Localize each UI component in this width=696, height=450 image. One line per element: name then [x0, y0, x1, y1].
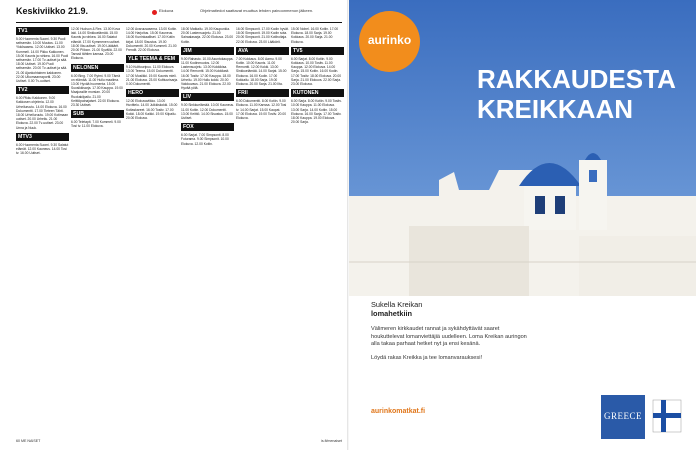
program-list: 5.00 Huomenta Suomi. 9.30 Puoli seitsemän. 10.00 Muutos. 11.00 Ykkösaamu. 12.00 Uutiset. 13.00 Kummeli. 14.00 Pikku Kakkonen. 15.00 Kaunis ja rohkea. 16.00 Puoli seitsemän. 17.00 Tv-uutiset ja sää. 18.00 Uutiset. 19.00 Puoli seitsemän. 20.00 Tv-uutiset ja sää. 21.00 Ajankohtainen kakkonen. 22.00 Ulkomaanraportti. 23.00 Uutiset. 0.00 Tv-uutiset.	[16, 37, 69, 84]
ad-body-paragraph-2: Löydä rakas Kreikka ja tee lomanvarauksesi!	[371, 354, 482, 361]
listing-column	[71, 27, 124, 437]
program-list: 6.00 Bing. 7.00 Rytmi. 9.00 Tämä on elämää. 11.00 Hullu maailma. 13.00 Hyvää huomenta. 15.00 Suosikkisarja. 17.00 Kauppa. 19.00 Maajussille morsian. 20.00 Ruokakilpailu. 21.00 Keittiöpainajaiset. 22.00 Elokuva. 23.30 Uutiset.	[71, 73, 124, 108]
program-list: 6.00 Teletapit. 7.00 Kummeli. 9.00 Tosi tv. 11.00 Elokuva.	[71, 120, 122, 129]
channel-header: JIM	[181, 47, 234, 55]
ad-subhead	[371, 300, 422, 318]
header-rule	[16, 22, 342, 23]
program-list: 12.00 Hudson & Rex. 13.00 Kova laki. 14.00 Sinkkuelämää. 15.00 Kaunis ja rohkea. 16.00 Salatut elämät. 17.00 Kymmenen uutiset. 18.00 Ilta-uutiset. 19.00 Lääkärit. 20.00 Piiloon. 21.00 Syvällä. 22.00 Tanssii tähtien kanssa. 23.00 Elokuva.	[71, 27, 123, 61]
ad-body-paragraph-1: Välimeren kirkkaudet rannat ja sykähdyttävät saaret houkuttelevat lomanviettäjiä uudelleen. Loma Kreikan auringon alla takaa parhaat hetket nyt ja ensi kesänä.	[371, 326, 527, 347]
subhead-line-2: lomahetkiin	[371, 309, 413, 318]
ad-body	[371, 326, 531, 362]
program-list: 6.00 Pikku Kakkonen. 9.00 Kakkosen ohjelmia. 12.00 Urheiluruutu. 14.00 Elokuva. 16.00 Dokumentti. 17.00 Tieteen Tähti. 18.00 Urheiluruutu. 19.00 Kotimaan uutiset. 20.00 Urheilu. 21.00 Elokuva. 22.00 Tv-uutiset. 23.00 Unna ja Nuuk.	[16, 96, 69, 130]
satellite-dot-icon	[152, 10, 157, 15]
channel-header: AVA	[236, 47, 289, 55]
program-list: 12.00 Elokuvaviikko. 13.00 Huvittelu. 14.00 Julkkiskokki. 15.00 Kotiaskareet. 16.00 Tositv. 17.00 Kokki. 18.00 Kaikki. 19.00 Kilpailu. 20.00 Elokuva.	[126, 99, 179, 121]
channel-header: FRII	[236, 89, 289, 97]
legend-label: Elokuva	[159, 8, 174, 13]
listing-column	[181, 27, 234, 437]
channel-header: YLE TEEMA & FEM	[126, 55, 179, 63]
channel-header: LIV	[181, 93, 234, 101]
listing-column	[16, 27, 69, 437]
channel-header: SUB	[71, 110, 124, 118]
listing-column	[236, 27, 289, 437]
channel-header: MTV3	[16, 133, 69, 141]
santorini-photo	[349, 0, 696, 296]
channel-header: NELONEN	[71, 64, 124, 72]
channel-header: TV5	[291, 47, 344, 55]
greece-tourism-badge	[601, 395, 645, 439]
footer-left: 60 ME NAISET	[16, 439, 41, 443]
program-list: 12.00 Avaruusasema. 13.00 Kotiin. 14.00 Harjoitus. 15.00 Kauneus. 16.00 Kuninkaalliset. 17.00 Kotiin kirjat. 18.00 Sisustus. 19.00 Dokumentti. 20.00 Kummeli. 21.00 Frendit. 22.00 Elokuva.	[126, 27, 178, 53]
program-list: 6.00 Dokumentti. 8.00 Kotiin. 9.00 Elokuva. 11.00 Kanssa. 12.00 Tosi tv. 14.00 Sarjat. 15.00 Kaupat. 17.00 Elokuva. 19.00 Tositv. 20.00 Elokuva.	[236, 99, 288, 121]
program-list: 16.00 Simpsonit. 17.00 Kodin hyvät. 18.00 Simpsonit. 19.00 Kodin sota. 20.00 Simpsonit. 21.00 Kotihoitaja. 22.00 Elokuva. 23.00 Lääkärit.	[236, 27, 290, 44]
program-list: 9.00 Sinkkuelämää. 10.00 Kauneus. 11.00 Kotiin. 12.00 Dokumentti. 13.00 Keittiö. 14.00 Sisustus. 15.00 Uutiset.	[181, 103, 235, 121]
program-list: 15.00 Nobel. 16.00 Kotiin. 17.00 Elokuva. 18.00 Sarja. 19.00 Kokkaus. 20.00 Sarja. 21.00 Elokuva.	[291, 27, 340, 44]
program-list: 9.00 Rahasto. 10.00 Asuntokauppa. 11.00 Kodinmuutos. 12.00 Lastensuojelu. 13.00 Kokkikisa. 14.00 Remontti. 15.00 Kokkilasit. 16.00 Tositv. 17.00 Kauppa. 18.00 Urheilu. 19.00 Hullu kokki. 20.00 Valokuvaus. 21.00 Elokuva. 22.00 Hyvää yötä.	[181, 56, 235, 91]
channel-header: KUTONEN	[291, 89, 344, 97]
finland-flag-icon	[653, 400, 681, 432]
program-list: 6.00 Sarjat. 7.00 Simpsonit. 8.00 Futurama. 9.00 Simpsonit. 10.00 Elokuva. 12.00 Kotiin.	[181, 133, 230, 146]
badge-text: GREECE	[604, 411, 642, 421]
program-list: 18.00 Matkailu. 19.00 Kaupunkia. 20.00 Lastensuojelu. 21.00 Sairaalasarja. 22.00 Elokuva. 23.00 Kotiin.	[181, 27, 234, 44]
aurinko-logo	[359, 11, 420, 72]
page-header	[16, 6, 342, 20]
page-title: Keskiviikko 21.9.	[16, 6, 89, 16]
channel-header: TV1	[16, 27, 69, 35]
disclaimer-note: Ohjelmatiedot saattavat muuttua lehden painoonmenon jälkeen.	[200, 8, 314, 13]
program-list: 9.10 Kulttuuripuu. 11.00 Elokuva. 13.00 Teema. 15.00 Dokumentti. 17.00 Musiikki. 19.00 Kaunis mieli. 21.00 Elokuva. 23.00 Kulttuurisarja. 0.00 Dokumentti.	[126, 65, 179, 87]
ad-headline: RAKKAUDESTA KREIKKAAN	[477, 64, 675, 124]
logo-text: aurinko	[367, 33, 412, 47]
channel-header: FOX	[181, 123, 234, 131]
listing-column	[291, 27, 344, 437]
program-list: 6.00 Sarja. 8.00 Kotiin. 9.00 Tositv. 10.00 Kauppa. 11.00 Elokuva. 13.00 Sarja. 14.00 Kotiin. 15.00 Elokuva. 16.00 Sarja. 17.00 Tositv. 18.00 Kauppa. 19.00 Elokuva. 20.00 Sarja.	[291, 99, 343, 125]
channel-header: TV2	[16, 86, 69, 94]
ad-website-link[interactable]: aurinkomatkat.fi	[371, 408, 426, 415]
program-list: 7.00 Kokkaus. 8.00 Aamu. 9.00 Kotiin. 10.00 Kaunis. 11.00 Remontti. 12.00 Kokki. 13.00 Sinkkuelämää. 14.00 Sarjat. 15.00 Elokuva. 16.00 Kodin. 17.00 Kokkailu. 18.00 Sarja. 19.00 Elokuva. 20.00 Sarja. 21.00 Ilta.	[236, 56, 288, 87]
footer-right: is.fi/menaiset	[321, 439, 342, 443]
subhead-line-1: Sukella Kreikan	[371, 300, 423, 309]
listing-column	[126, 27, 179, 437]
page-footer	[16, 439, 342, 445]
ad-page	[349, 0, 696, 450]
channel-header: HERO	[126, 89, 179, 97]
program-list: 6.00 Huomenta Suomi. 9.30 Salatut elämät. 12.00 Kauneus. 14.00 Tosi tv. 16.00 Uutiset.	[16, 142, 70, 156]
program-list: 6.00 Sarjat. 8.00 Kotiin. 9.00 Kokkaus. 10.00 Tositv. 11.00 Kauppa. 12.00 Elokuva. 14.00 Sarja. 15.00 Kotiin. 16.00 Kodin. 17.00 Tositv. 18.00 Elokuva. 20.00 Sarja. 21.00 Elokuva. 22.00 Sarja. 23.00 Elokuva.	[291, 56, 343, 87]
